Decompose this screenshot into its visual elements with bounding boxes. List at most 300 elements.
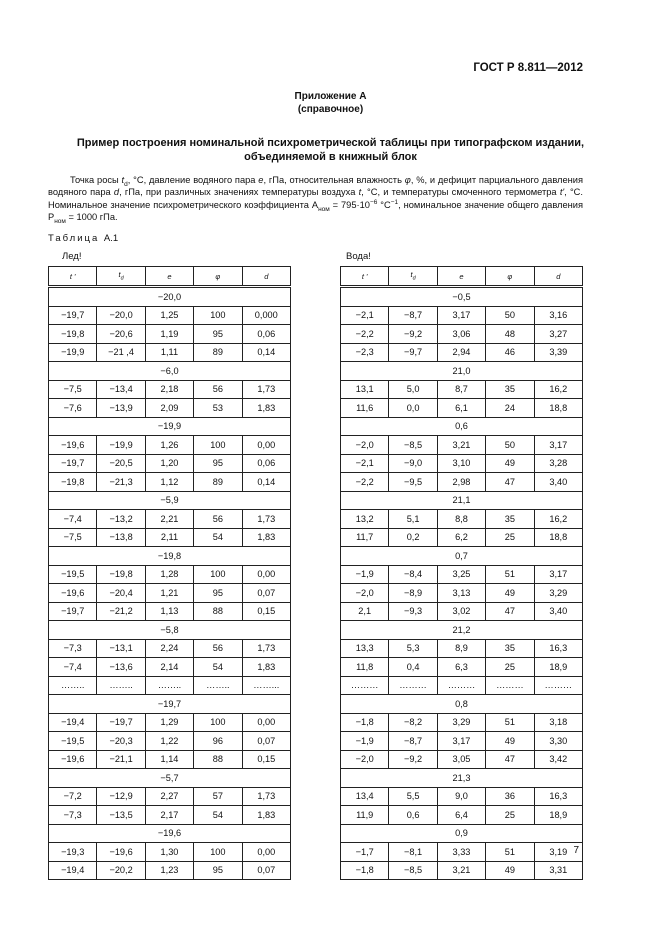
table-row	[49, 787, 291, 806]
cell-d: 3,39	[534, 343, 582, 362]
cell-t-prime: −19,4	[49, 713, 97, 732]
column-td-subscript: d	[120, 275, 124, 282]
symbol-d: d	[113, 187, 120, 198]
cell-phi: 25	[486, 806, 534, 825]
column-e: e	[145, 267, 193, 286]
cell-phi: 50	[486, 436, 534, 455]
cell-t-prime: −2,0	[341, 750, 389, 769]
cell-e: 2,14	[145, 658, 193, 677]
cell-e: 6,1	[437, 399, 485, 418]
cell-e: 1,22	[145, 732, 193, 751]
table-row	[341, 602, 583, 621]
column-t-prime: t '	[49, 267, 97, 286]
cell-phi: 56	[194, 639, 242, 658]
table-row	[341, 325, 583, 344]
table-row	[49, 843, 291, 862]
cell-td: −8,7	[389, 732, 437, 751]
cell-e: 3,21	[437, 436, 485, 455]
temperature-group-row	[341, 769, 583, 788]
cell-e: 3,17	[437, 732, 485, 751]
cell-td: 0,6	[389, 806, 437, 825]
table-row	[341, 565, 583, 584]
temperature-group-row	[49, 695, 291, 714]
dry-bulb-temperature: −19,8	[49, 547, 291, 566]
cell-td: −8,5	[389, 861, 437, 880]
cell-d: 3,18	[534, 713, 582, 732]
cell-phi: 51	[486, 713, 534, 732]
cell-d: ……...	[242, 676, 290, 695]
cell-e: 2,11	[145, 528, 193, 547]
cell-t-prime: −19,7	[49, 306, 97, 325]
cell-d: 16,3	[534, 639, 582, 658]
cell-d: 3,28	[534, 454, 582, 473]
cell-phi: 46	[486, 343, 534, 362]
cell-t-prime: −2,1	[341, 454, 389, 473]
cell-t-prime: −19,8	[49, 473, 97, 492]
cell-td: 0,0	[389, 399, 437, 418]
cell-phi: 100	[194, 306, 242, 325]
cell-d: 1,73	[242, 639, 290, 658]
cell-e: ………	[437, 676, 485, 695]
dry-bulb-temperature: 0,8	[341, 695, 583, 714]
column-td-symbol: t	[118, 270, 121, 280]
cell-phi: 100	[194, 713, 242, 732]
cell-td: −19,7	[97, 713, 145, 732]
cell-d: 1,83	[242, 399, 290, 418]
cell-phi: 49	[486, 454, 534, 473]
symbol-td: t	[121, 175, 125, 185]
table-row	[341, 510, 583, 529]
cell-phi: 95	[194, 861, 242, 880]
cell-d: 0,06	[242, 454, 290, 473]
cell-td: −8,5	[389, 436, 437, 455]
document-title	[70, 136, 591, 164]
temperature-group-row	[49, 491, 291, 510]
cell-td: −12,9	[97, 787, 145, 806]
cell-phi: 36	[486, 787, 534, 806]
cell-e: 8,8	[437, 510, 485, 529]
cell-t-prime: ………	[341, 676, 389, 695]
cell-phi: 88	[194, 602, 242, 621]
dry-bulb-temperature: −19,7	[49, 695, 291, 714]
column-td-subscript: d	[412, 275, 416, 282]
symbol-t: t	[358, 187, 362, 198]
cell-e: 3,17	[437, 306, 485, 325]
cell-phi: 54	[194, 806, 242, 825]
cell-e: 2,09	[145, 399, 193, 418]
cell-d: 0,14	[242, 473, 290, 492]
cell-t-prime: −7,2	[49, 787, 97, 806]
cell-phi: 25	[486, 658, 534, 677]
cell-td: −13,8	[97, 528, 145, 547]
cell-e: 8,7	[437, 380, 485, 399]
cell-td: 0,2	[389, 528, 437, 547]
cell-td: −8,7	[389, 306, 437, 325]
column-td	[97, 267, 145, 286]
temperature-group-row	[341, 824, 583, 843]
cell-t-prime: −1,9	[341, 565, 389, 584]
cell-t-prime: 2,1	[341, 602, 389, 621]
cell-e: 3,02	[437, 602, 485, 621]
cell-t-prime: −19,8	[49, 325, 97, 344]
cell-t-prime: −19,7	[49, 602, 97, 621]
standard-code: ГОСТ Р 8.811—2012	[473, 62, 583, 74]
cell-td: −19,8	[97, 565, 145, 584]
cell-e: 1,29	[145, 713, 193, 732]
table-row	[49, 436, 291, 455]
cell-e: 1,25	[145, 306, 193, 325]
column-d: d	[534, 267, 582, 286]
appendix-heading	[0, 90, 661, 116]
dry-bulb-temperature: −5,8	[49, 621, 291, 640]
cell-t-prime: 13,2	[341, 510, 389, 529]
table-row	[341, 399, 583, 418]
intro-text: = 1000 гПа.	[65, 211, 118, 222]
cell-t-prime: −19,6	[49, 584, 97, 603]
dry-bulb-temperature: 0,9	[341, 824, 583, 843]
table-row	[341, 861, 583, 880]
cell-d: 1,73	[242, 787, 290, 806]
cell-t-prime: −1,9	[341, 732, 389, 751]
cell-d: 3,27	[534, 325, 582, 344]
table-row	[341, 436, 583, 455]
table-row	[341, 473, 583, 492]
symbol-phi: φ	[404, 175, 411, 185]
cell-t-prime: −1,8	[341, 713, 389, 732]
dry-bulb-temperature: 0,6	[341, 417, 583, 436]
intro-text: , °С, давление водяного пара	[127, 175, 259, 185]
cell-e: 2,24	[145, 639, 193, 658]
cell-td: −20,4	[97, 584, 145, 603]
cell-t-prime: −7,5	[49, 380, 97, 399]
cell-td: −9,2	[389, 750, 437, 769]
coefficient-subscript: ном	[318, 205, 330, 213]
table-row	[341, 528, 583, 547]
cell-e: 6,2	[437, 528, 485, 547]
cell-t-prime: −7,4	[49, 658, 97, 677]
table-row	[341, 380, 583, 399]
cell-t-prime: −7,5	[49, 528, 97, 547]
table-caption-label: Таблица	[48, 233, 100, 244]
cell-td: −13,5	[97, 806, 145, 825]
intro-text: = 795·10	[329, 199, 370, 210]
cell-e: 3,33	[437, 843, 485, 862]
temperature-group-row	[49, 362, 291, 381]
water-table-header	[341, 267, 583, 286]
cell-phi: 50	[486, 306, 534, 325]
table-row	[341, 306, 583, 325]
cell-t-prime: −2,3	[341, 343, 389, 362]
dry-bulb-temperature: 0,7	[341, 547, 583, 566]
ice-table-header	[49, 267, 291, 286]
cell-phi: 100	[194, 565, 242, 584]
cell-td: ………	[389, 676, 437, 695]
temperature-group-row	[341, 362, 583, 381]
cell-td: −19,9	[97, 436, 145, 455]
cell-d: 1,83	[242, 658, 290, 677]
temperature-group-row	[49, 621, 291, 640]
dry-bulb-temperature: −19,6	[49, 824, 291, 843]
table-row	[49, 380, 291, 399]
cell-td: −13,4	[97, 380, 145, 399]
cell-td: −21,1	[97, 750, 145, 769]
cell-d: 3,19	[534, 843, 582, 862]
cell-d: 0,00	[242, 713, 290, 732]
cell-e: 1,13	[145, 602, 193, 621]
cell-td: −20,0	[97, 306, 145, 325]
cell-d: 3,30	[534, 732, 582, 751]
cell-d: 3,16	[534, 306, 582, 325]
cell-t-prime: −2,0	[341, 436, 389, 455]
cell-phi: 24	[486, 399, 534, 418]
dry-bulb-temperature: −19,9	[49, 417, 291, 436]
cell-t-prime: 11,6	[341, 399, 389, 418]
cell-e: 2,18	[145, 380, 193, 399]
cell-td: −8,1	[389, 843, 437, 862]
cell-phi: 48	[486, 325, 534, 344]
appendix-title: Приложение А	[294, 91, 367, 102]
table-row	[341, 584, 583, 603]
cell-d: 3,31	[534, 861, 582, 880]
cell-t-prime: −1,8	[341, 861, 389, 880]
table-row	[341, 787, 583, 806]
cell-d: 0,000	[242, 306, 290, 325]
dry-bulb-temperature: −20,0	[49, 288, 291, 307]
cell-e: 2,27	[145, 787, 193, 806]
temperature-group-row	[341, 621, 583, 640]
temperature-group-row	[49, 769, 291, 788]
temperature-group-row	[341, 417, 583, 436]
dry-bulb-temperature: −6,0	[49, 362, 291, 381]
cell-td: −20,5	[97, 454, 145, 473]
cell-td: −9,5	[389, 473, 437, 492]
cell-td: −8,2	[389, 713, 437, 732]
dry-bulb-temperature: 21,0	[341, 362, 583, 381]
temperature-group-row	[341, 547, 583, 566]
cell-phi: 49	[486, 861, 534, 880]
cell-phi: 54	[194, 658, 242, 677]
cell-d: 3,29	[534, 584, 582, 603]
ice-table-body	[49, 288, 291, 880]
table-row	[49, 343, 291, 362]
table-row	[49, 306, 291, 325]
cell-td: −20,3	[97, 732, 145, 751]
cell-t-prime: −19,5	[49, 565, 97, 584]
cell-e: 8,9	[437, 639, 485, 658]
cell-d: 1,83	[242, 806, 290, 825]
cell-e: 3,29	[437, 713, 485, 732]
ice-group-label: Лед!	[62, 251, 82, 262]
cell-td: 5,1	[389, 510, 437, 529]
dry-bulb-temperature: 21,1	[341, 491, 583, 510]
table-row	[341, 843, 583, 862]
cell-e: 2,94	[437, 343, 485, 362]
table-row	[341, 454, 583, 473]
cell-phi: 100	[194, 436, 242, 455]
appendix-subtitle: (справочное)	[297, 104, 364, 115]
cell-phi: 47	[486, 473, 534, 492]
cell-phi: 35	[486, 639, 534, 658]
table-row	[49, 676, 291, 695]
cell-t-prime: −7,3	[49, 639, 97, 658]
cell-d: 0,00	[242, 565, 290, 584]
cell-e: 3,13	[437, 584, 485, 603]
intro-text: °С	[377, 199, 391, 210]
table-row	[341, 806, 583, 825]
cell-d: 0,07	[242, 861, 290, 880]
cell-t-prime: −19,9	[49, 343, 97, 362]
cell-t-prime: ……..	[49, 676, 97, 695]
symbol-td-subscript: d	[124, 180, 128, 188]
cell-td: −13,6	[97, 658, 145, 677]
table-row	[49, 658, 291, 677]
cell-d: ………	[534, 676, 582, 695]
cell-t-prime: −2,2	[341, 325, 389, 344]
cell-phi: 47	[486, 602, 534, 621]
cell-td: −20,6	[97, 325, 145, 344]
table-row	[49, 806, 291, 825]
cell-d: 18,8	[534, 399, 582, 418]
table-row	[341, 750, 583, 769]
cell-e: 3,10	[437, 454, 485, 473]
cell-e: ……..	[145, 676, 193, 695]
cell-e: 1,11	[145, 343, 193, 362]
table-caption-number: А.1	[103, 233, 119, 244]
cell-td: −21,2	[97, 602, 145, 621]
cell-e: 1,26	[145, 436, 193, 455]
intro-text: Точка росы	[70, 175, 122, 185]
cell-d: 0,00	[242, 843, 290, 862]
cell-td: −19,6	[97, 843, 145, 862]
cell-d: 0,06	[242, 325, 290, 344]
ice-table	[48, 266, 291, 880]
table-row	[49, 713, 291, 732]
cell-td: −21 ,4	[97, 343, 145, 362]
cell-phi: 35	[486, 380, 534, 399]
temperature-group-row	[49, 417, 291, 436]
cell-d: 16,2	[534, 380, 582, 399]
table-row	[49, 473, 291, 492]
cell-e: 6,4	[437, 806, 485, 825]
document-title-line-2: объединяемой в книжный блок	[244, 151, 417, 163]
cell-d: 1,73	[242, 380, 290, 399]
cell-phi: 49	[486, 584, 534, 603]
intro-text: , гПа, при различных значениях температуры воздуха	[119, 187, 359, 198]
table-row	[49, 602, 291, 621]
cell-e: 2,17	[145, 806, 193, 825]
cell-td: −8,9	[389, 584, 437, 603]
table-row	[49, 510, 291, 529]
intro-text: , °С. Номинальное значение психрометрического коэффициента А	[48, 187, 583, 210]
cell-d: 0,07	[242, 732, 290, 751]
cell-e: 2,98	[437, 473, 485, 492]
cell-t-prime: −19,4	[49, 861, 97, 880]
table-row	[49, 584, 291, 603]
cell-td: −13,9	[97, 399, 145, 418]
cell-phi: 57	[194, 787, 242, 806]
cell-d: 3,17	[534, 436, 582, 455]
cell-d: 1,83	[242, 528, 290, 547]
table-row	[49, 325, 291, 344]
cell-t-prime: −1,7	[341, 843, 389, 862]
cell-t-prime: 13,1	[341, 380, 389, 399]
cell-phi: 96	[194, 732, 242, 751]
cell-d: 16,2	[534, 510, 582, 529]
cell-td: −13,2	[97, 510, 145, 529]
table-row	[49, 639, 291, 658]
column-d: d	[242, 267, 290, 286]
intro-text: , %, и дефицит парциального давления водяного пара	[48, 175, 583, 198]
cell-td: −8,4	[389, 565, 437, 584]
cell-d: 3,40	[534, 602, 582, 621]
cell-d: 18,9	[534, 658, 582, 677]
dry-bulb-temperature: −5,7	[49, 769, 291, 788]
cell-d: 0,07	[242, 584, 290, 603]
table-row	[341, 713, 583, 732]
cell-t-prime: −2,1	[341, 306, 389, 325]
symbol-e: e	[258, 175, 264, 185]
cell-t-prime: −19,6	[49, 436, 97, 455]
cell-phi: 95	[194, 325, 242, 344]
page-number: 7	[573, 845, 579, 856]
intro-text: , °С, и температуры смоченного термометра	[361, 187, 560, 198]
table-row	[49, 528, 291, 547]
cell-td: ……..	[97, 676, 145, 695]
cell-phi: 51	[486, 565, 534, 584]
intro-paragraph	[48, 174, 583, 223]
cell-phi: 25	[486, 528, 534, 547]
dry-bulb-temperature: −5,9	[49, 491, 291, 510]
column-t-prime: t '	[341, 267, 389, 286]
table-row	[341, 732, 583, 751]
temperature-group-row	[341, 695, 583, 714]
cell-t-prime: 11,9	[341, 806, 389, 825]
temperature-group-row	[49, 824, 291, 843]
cell-td: −21,3	[97, 473, 145, 492]
cell-e: 1,20	[145, 454, 193, 473]
column-phi: φ	[486, 267, 534, 286]
water-table	[340, 266, 583, 880]
cell-e: 6,3	[437, 658, 485, 677]
symbol-t-prime: t'	[559, 187, 565, 198]
cell-d: 0,15	[242, 750, 290, 769]
column-td	[389, 267, 437, 286]
dry-bulb-temperature: 21,3	[341, 769, 583, 788]
cell-td: 0,4	[389, 658, 437, 677]
cell-d: 18,9	[534, 806, 582, 825]
cell-t-prime: −19,7	[49, 454, 97, 473]
cell-phi: 54	[194, 528, 242, 547]
cell-e: 1,19	[145, 325, 193, 344]
dry-bulb-temperature: −0,5	[341, 288, 583, 307]
cell-t-prime: 11,8	[341, 658, 389, 677]
cell-t-prime: −19,6	[49, 750, 97, 769]
column-td-symbol: t	[410, 270, 413, 280]
cell-phi: 49	[486, 732, 534, 751]
cell-e: 9,0	[437, 787, 485, 806]
table-row	[49, 565, 291, 584]
cell-phi: 88	[194, 750, 242, 769]
table-row	[341, 639, 583, 658]
cell-phi: 89	[194, 473, 242, 492]
table-row	[49, 399, 291, 418]
water-table-body	[341, 288, 583, 880]
cell-d: 0,14	[242, 343, 290, 362]
cell-t-prime: −19,5	[49, 732, 97, 751]
cell-td: −13,1	[97, 639, 145, 658]
cell-t-prime: −7,6	[49, 399, 97, 418]
exponent: −1	[390, 198, 399, 206]
